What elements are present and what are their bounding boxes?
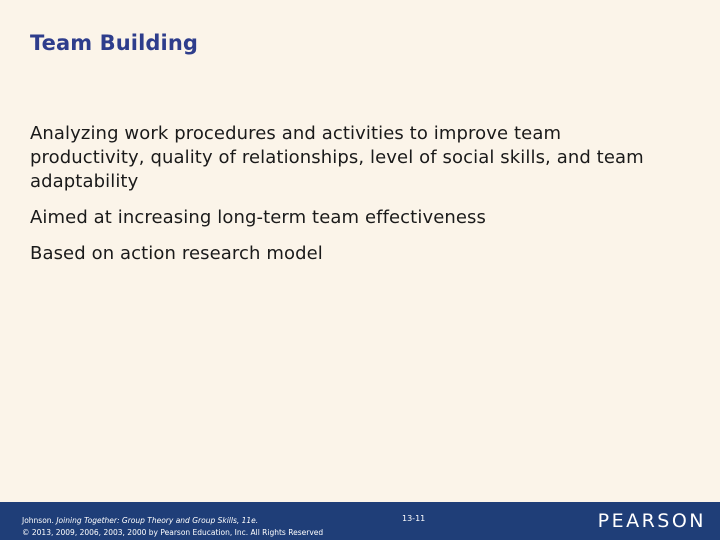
footer-citation	[22, 515, 323, 539]
copyright-line: © 2013, 2009, 2006, 2003, 2000 by Pearson Education, Inc. All Rights Reserved	[22, 528, 324, 537]
body-paragraph: Analyzing work procedures and activities to improve team productivity, quality of relationships, level of social skills, and team adaptability	[30, 123, 644, 192]
citation-line	[22, 515, 323, 527]
slide-body	[30, 122, 670, 278]
footer-bar	[0, 502, 720, 540]
body-paragraph: Aimed at increasing long-term team effectiveness	[30, 207, 487, 228]
page-number: 13-11	[402, 514, 426, 523]
citation-author: Johnson.	[22, 516, 54, 525]
body-paragraph: Based on action research model	[30, 243, 323, 264]
slide-title: Team Building	[30, 31, 199, 55]
citation-book-title: Joining Together: Group Theory and Group Skills, 11e.	[56, 516, 259, 525]
pearson-logo: PEARSON	[597, 510, 706, 532]
